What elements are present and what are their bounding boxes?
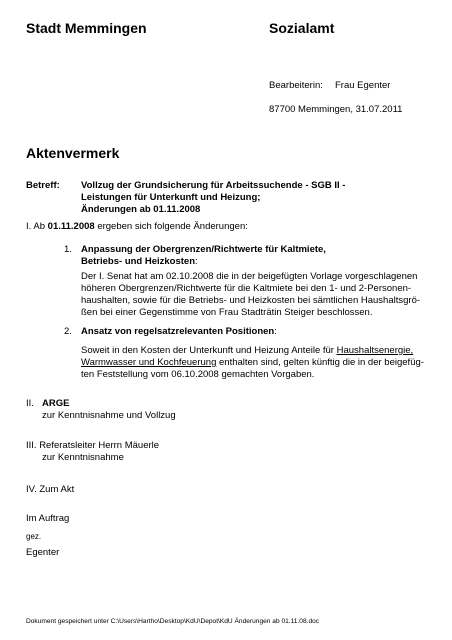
- memo-title: Aktenvermerk: [26, 145, 120, 161]
- section-3-line-1: III. Referatsleiter Herrn Mäuerle: [26, 440, 160, 451]
- item-1-body-line: haushalten, sowie für die Betriebs- und Heizkosten bei sämtlichen Haushaltsgrö-: [81, 295, 421, 306]
- section-2-title: ARGE: [42, 398, 70, 409]
- item-2-heading: [81, 326, 277, 338]
- signed-marker: gez.: [26, 532, 42, 541]
- subject-label: Betreff:: [26, 180, 60, 191]
- item-2-body-line: ten Feststellung vom 06.10.2008 gemachten Vorgaben.: [81, 369, 315, 380]
- section-2-subtitle: zur Kenntnisnahme und Vollzug: [42, 410, 176, 421]
- item-2-heading-text: Ansatz von regelsatzrelevanten Positionen: [81, 326, 275, 337]
- item-1-body-line: Der I. Senat hat am 02.10.2008 die in der beigefügten Vorlage vorgeschlagenen: [81, 271, 418, 282]
- section-1-suffix: ergeben sich folgende Änderungen:: [94, 221, 248, 232]
- place-date: 87700 Memmingen, 31.07.2011: [269, 104, 403, 115]
- item-1-number: 1.: [64, 244, 72, 255]
- section-3-line-2: zur Kenntnisnahme: [42, 452, 124, 463]
- item-1-body-line: höheren Obergrenzen/Richtwerte für die Kaltmiete bei den 1- und 2-Personen-: [81, 283, 412, 294]
- section-4-text: IV. Zum Akt: [26, 484, 75, 495]
- clerk-name: Frau Egenter: [335, 80, 391, 91]
- office-heading: Sozialamt: [269, 20, 335, 36]
- clerk-label: Bearbeiterin:: [269, 80, 323, 91]
- item-1-body-line: ßen bei einer Gegenstimme von Frau Stadträtin Steiger beschlossen.: [81, 307, 373, 318]
- subject-line: Änderungen ab 01.11.2008: [81, 204, 201, 215]
- item-2-body-underlined: Warmwasser und Kochfeuerung: [81, 357, 217, 368]
- city-heading: Stadt Memmingen: [26, 20, 147, 36]
- item-2-body-underlined: Haushaltsenergie,: [336, 345, 414, 356]
- section-1-prefix: I. Ab: [26, 221, 48, 232]
- item-2-number: 2.: [64, 326, 72, 337]
- item-1-colon: :: [195, 256, 198, 267]
- section-2-number: II.: [26, 398, 34, 409]
- subject-line: Vollzug der Grundsicherung für Arbeitssuchende - SGB II -: [81, 180, 346, 191]
- section-1-date: 01.11.2008: [47, 221, 95, 232]
- section-1-intro: [26, 221, 248, 233]
- item-1-body: [81, 271, 420, 319]
- on-behalf-text: Im Auftrag: [26, 513, 70, 524]
- item-1-heading-line: Anpassung der Obergrenzen/Richtwerte für Kaltmiete,: [81, 244, 326, 255]
- subject-text: [81, 180, 345, 216]
- item-2-body-text: Soweit in den Kosten der Unterkunft und Heizung Anteile für: [81, 345, 337, 356]
- document-path-footer: Dokument gespeichert unter C:\Users\Hartho\Desktop\KdU\Depot\KdU Änderungen ab 01.11.08.doc: [26, 618, 320, 625]
- item-2-colon: :: [274, 326, 277, 337]
- item-2-body-text: enthalten sind, gelten künftig die in der beigefüg-: [216, 357, 424, 368]
- item-2-body: [81, 345, 424, 381]
- subject-line: Leistungen für Unterkunft und Heizung;: [81, 192, 261, 203]
- item-1-heading-line: Betriebs- und Heizkosten: [81, 256, 196, 267]
- item-1-heading: [81, 244, 326, 268]
- signatory-name: Egenter: [26, 547, 60, 558]
